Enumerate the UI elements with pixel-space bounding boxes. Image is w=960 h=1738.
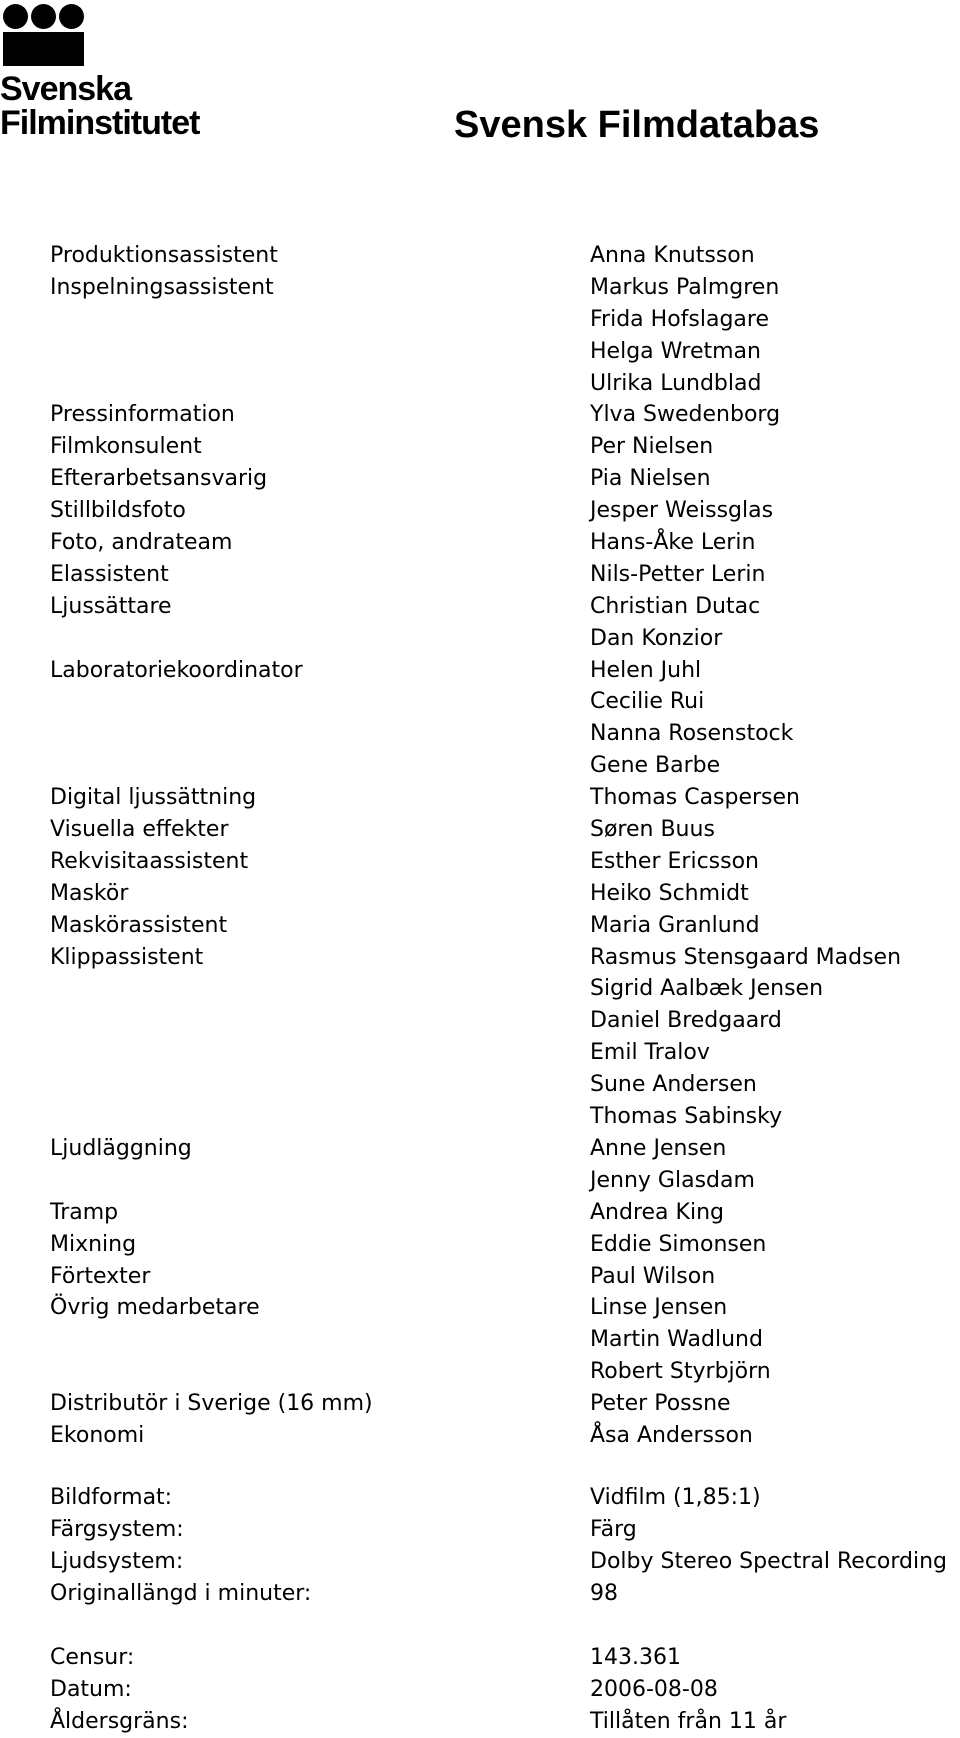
tech-row-label: Färgsystem: [50,1516,184,1542]
credit-row-value: Jenny Glasdam [590,1167,755,1193]
credit-row [0,559,960,591]
credit-row-value: Helen Juhl [590,657,702,683]
credit-row [0,1101,960,1133]
credit-row-value: Nanna Rosenstock [590,721,794,747]
credit-row [0,718,960,750]
credit-row [0,1356,960,1388]
credit-row [0,399,960,431]
credit-row-value: Søren Buus [590,817,715,843]
credit-row-value: Heiko Schmidt [590,880,749,906]
credit-row-label: Rekvisitaassistent [50,848,249,874]
credit-row-value: Ylva Swedenborg [590,402,781,428]
credit-row-label: Pressinformation [50,402,235,428]
credit-row-label: Övrig medarbetare [50,1295,260,1321]
censor-row [0,1674,960,1706]
tech-row-label: Originallängd i minuter: [50,1580,312,1606]
logo-dot [31,4,56,29]
credit-row-value: Jesper Weissglas [590,498,774,524]
credit-row [0,591,960,623]
credit-row-value: Martin Wadlund [590,1327,763,1353]
censor-row-value: Tillåten från 11 år [590,1708,787,1734]
tech-row-value: Dolby Stereo Spectral Recording [590,1548,948,1574]
credit-row [0,1165,960,1197]
credit-row-value: Esther Ericsson [590,848,759,874]
censor-row-value: 2006-08-08 [590,1676,718,1702]
credit-row [0,973,960,1005]
censorship-info [0,1642,960,1738]
credit-row [0,495,960,527]
credit-row-label: Tramp [50,1199,119,1225]
credit-row-value: Dan Konzior [590,625,723,651]
credit-row [0,878,960,910]
credit-row [0,1420,960,1452]
credit-row-value: Linse Jensen [590,1295,728,1321]
tech-row [0,1482,960,1514]
tech-row-label: Bildformat: [50,1485,173,1510]
credit-row [0,1261,960,1293]
credit-row-value: Frida Hofslagare [590,306,769,332]
credit-row-value: Åsa Andersson [590,1422,753,1448]
credit-row-label: Klippassistent [50,944,204,970]
credit-row-label: Ekonomi [50,1422,145,1448]
credit-row [0,1388,960,1420]
credit-row-value: Sune Andersen [590,1072,757,1098]
credit-row [0,336,960,368]
credit-row-value: Anna Knutsson [590,243,755,268]
credit-row [0,1292,960,1324]
credit-row-label: Visuella effekter [50,817,229,843]
logo-dot [59,4,84,29]
credit-row-value: Nils-Petter Lerin [590,561,766,587]
credit-row-value: Thomas Sabinsky [590,1104,783,1130]
credit-row [0,527,960,559]
credit-row [0,1229,960,1261]
tech-row [0,1514,960,1546]
credit-row-value: Eddie Simonsen [590,1231,767,1257]
logo-dot [3,4,28,29]
credit-row [0,1005,960,1037]
credit-row-label: Ljussättare [50,593,172,619]
tech-row-value: 98 [590,1580,618,1606]
credit-row [0,431,960,463]
logo [0,0,240,150]
credit-row-label: Mixning [50,1231,137,1257]
credit-row [0,1069,960,1101]
page-title: Svensk Filmdatabas [454,104,820,146]
censor-row-label: Datum: [50,1676,132,1702]
credit-row-value: Peter Possne [590,1391,731,1417]
credit-row [0,463,960,495]
logo-text-line2: Filminstitutet [0,104,200,142]
credit-row-label: Inspelningsassistent [50,274,274,300]
credit-row-label: Laboratoriekoordinator [50,657,303,683]
credit-row-value: Anne Jensen [590,1135,727,1161]
censor-row-label: Åldersgräns: [50,1708,189,1734]
credits-list [0,240,960,1452]
credit-row-label: Filmkonsulent [50,434,202,460]
credit-row [0,368,960,400]
credit-row-value: Rasmus Stensgaard Madsen [590,944,902,970]
credit-row-label: Foto, andrateam [50,530,233,556]
credit-row-value: Daniel Bredgaard [590,1008,782,1034]
tech-row-label: Ljudsystem: [50,1548,184,1574]
credit-row-label: Maskör [50,880,129,906]
credit-row-value: Sigrid Aalbæk Jensen [590,976,824,1002]
credit-row [0,686,960,718]
credit-row [0,1197,960,1229]
credit-row-label: Efterarbetsansvarig [50,466,268,492]
credit-row-value: Thomas Caspersen [590,785,800,811]
credit-row-label: Ljudläggning [50,1135,192,1161]
credit-row [0,782,960,814]
credit-row-value: Andrea King [590,1199,724,1225]
credit-row-value: Pia Nielsen [590,466,711,492]
credit-row-label: Maskörassistent [50,912,228,938]
credit-row [0,1133,960,1165]
tech-row [0,1546,960,1578]
credit-row [0,272,960,304]
credit-row [0,1037,960,1069]
credit-row-label: Digital ljussättning [50,785,257,811]
censor-row-value: 143.361 [590,1645,681,1670]
credit-row [0,814,960,846]
credit-row-value: Markus Palmgren [590,274,780,300]
credit-row [0,304,960,336]
credit-row-label: Stillbildsfoto [50,498,186,524]
credit-row-value: Cecilie Rui [590,689,705,715]
credit-row [0,846,960,878]
credit-row-value: Maria Granlund [590,912,760,938]
credit-row [0,655,960,687]
tech-row [0,1578,960,1610]
credit-row-label: Produktionsassistent [50,243,278,268]
tech-row-value: Vidfilm (1,85:1) [590,1485,761,1510]
credit-row-value: Hans-Åke Lerin [590,530,756,556]
censor-row [0,1642,960,1674]
tech-row-value: Färg [590,1516,637,1542]
censor-row-label: Censur: [50,1645,135,1670]
credit-row-value: Robert Styrbjörn [590,1359,771,1385]
credit-row [0,942,960,974]
credit-row [0,910,960,942]
credit-row-value: Christian Dutac [590,593,761,619]
credit-row-value: Emil Tralov [590,1040,710,1066]
credit-row-value: Helga Wretman [590,338,761,364]
credit-row-value: Per Nielsen [590,434,714,460]
logo-text-line1: Svenska [0,70,131,108]
credit-row-label: Elassistent [50,561,169,587]
censor-row [0,1706,960,1738]
technical-info [0,1482,960,1610]
credit-row [0,750,960,782]
credit-row-value: Paul Wilson [590,1263,716,1289]
credit-row [0,1324,960,1356]
credit-row-label: Förtexter [50,1263,151,1289]
credit-row [0,623,960,655]
credit-row-value: Ulrika Lundblad [590,370,762,396]
credit-row-label: Distributör i Sverige (16 mm) [50,1391,373,1417]
credit-row-value: Gene Barbe [590,753,721,779]
credit-row [0,240,960,272]
logo-block [3,32,84,66]
